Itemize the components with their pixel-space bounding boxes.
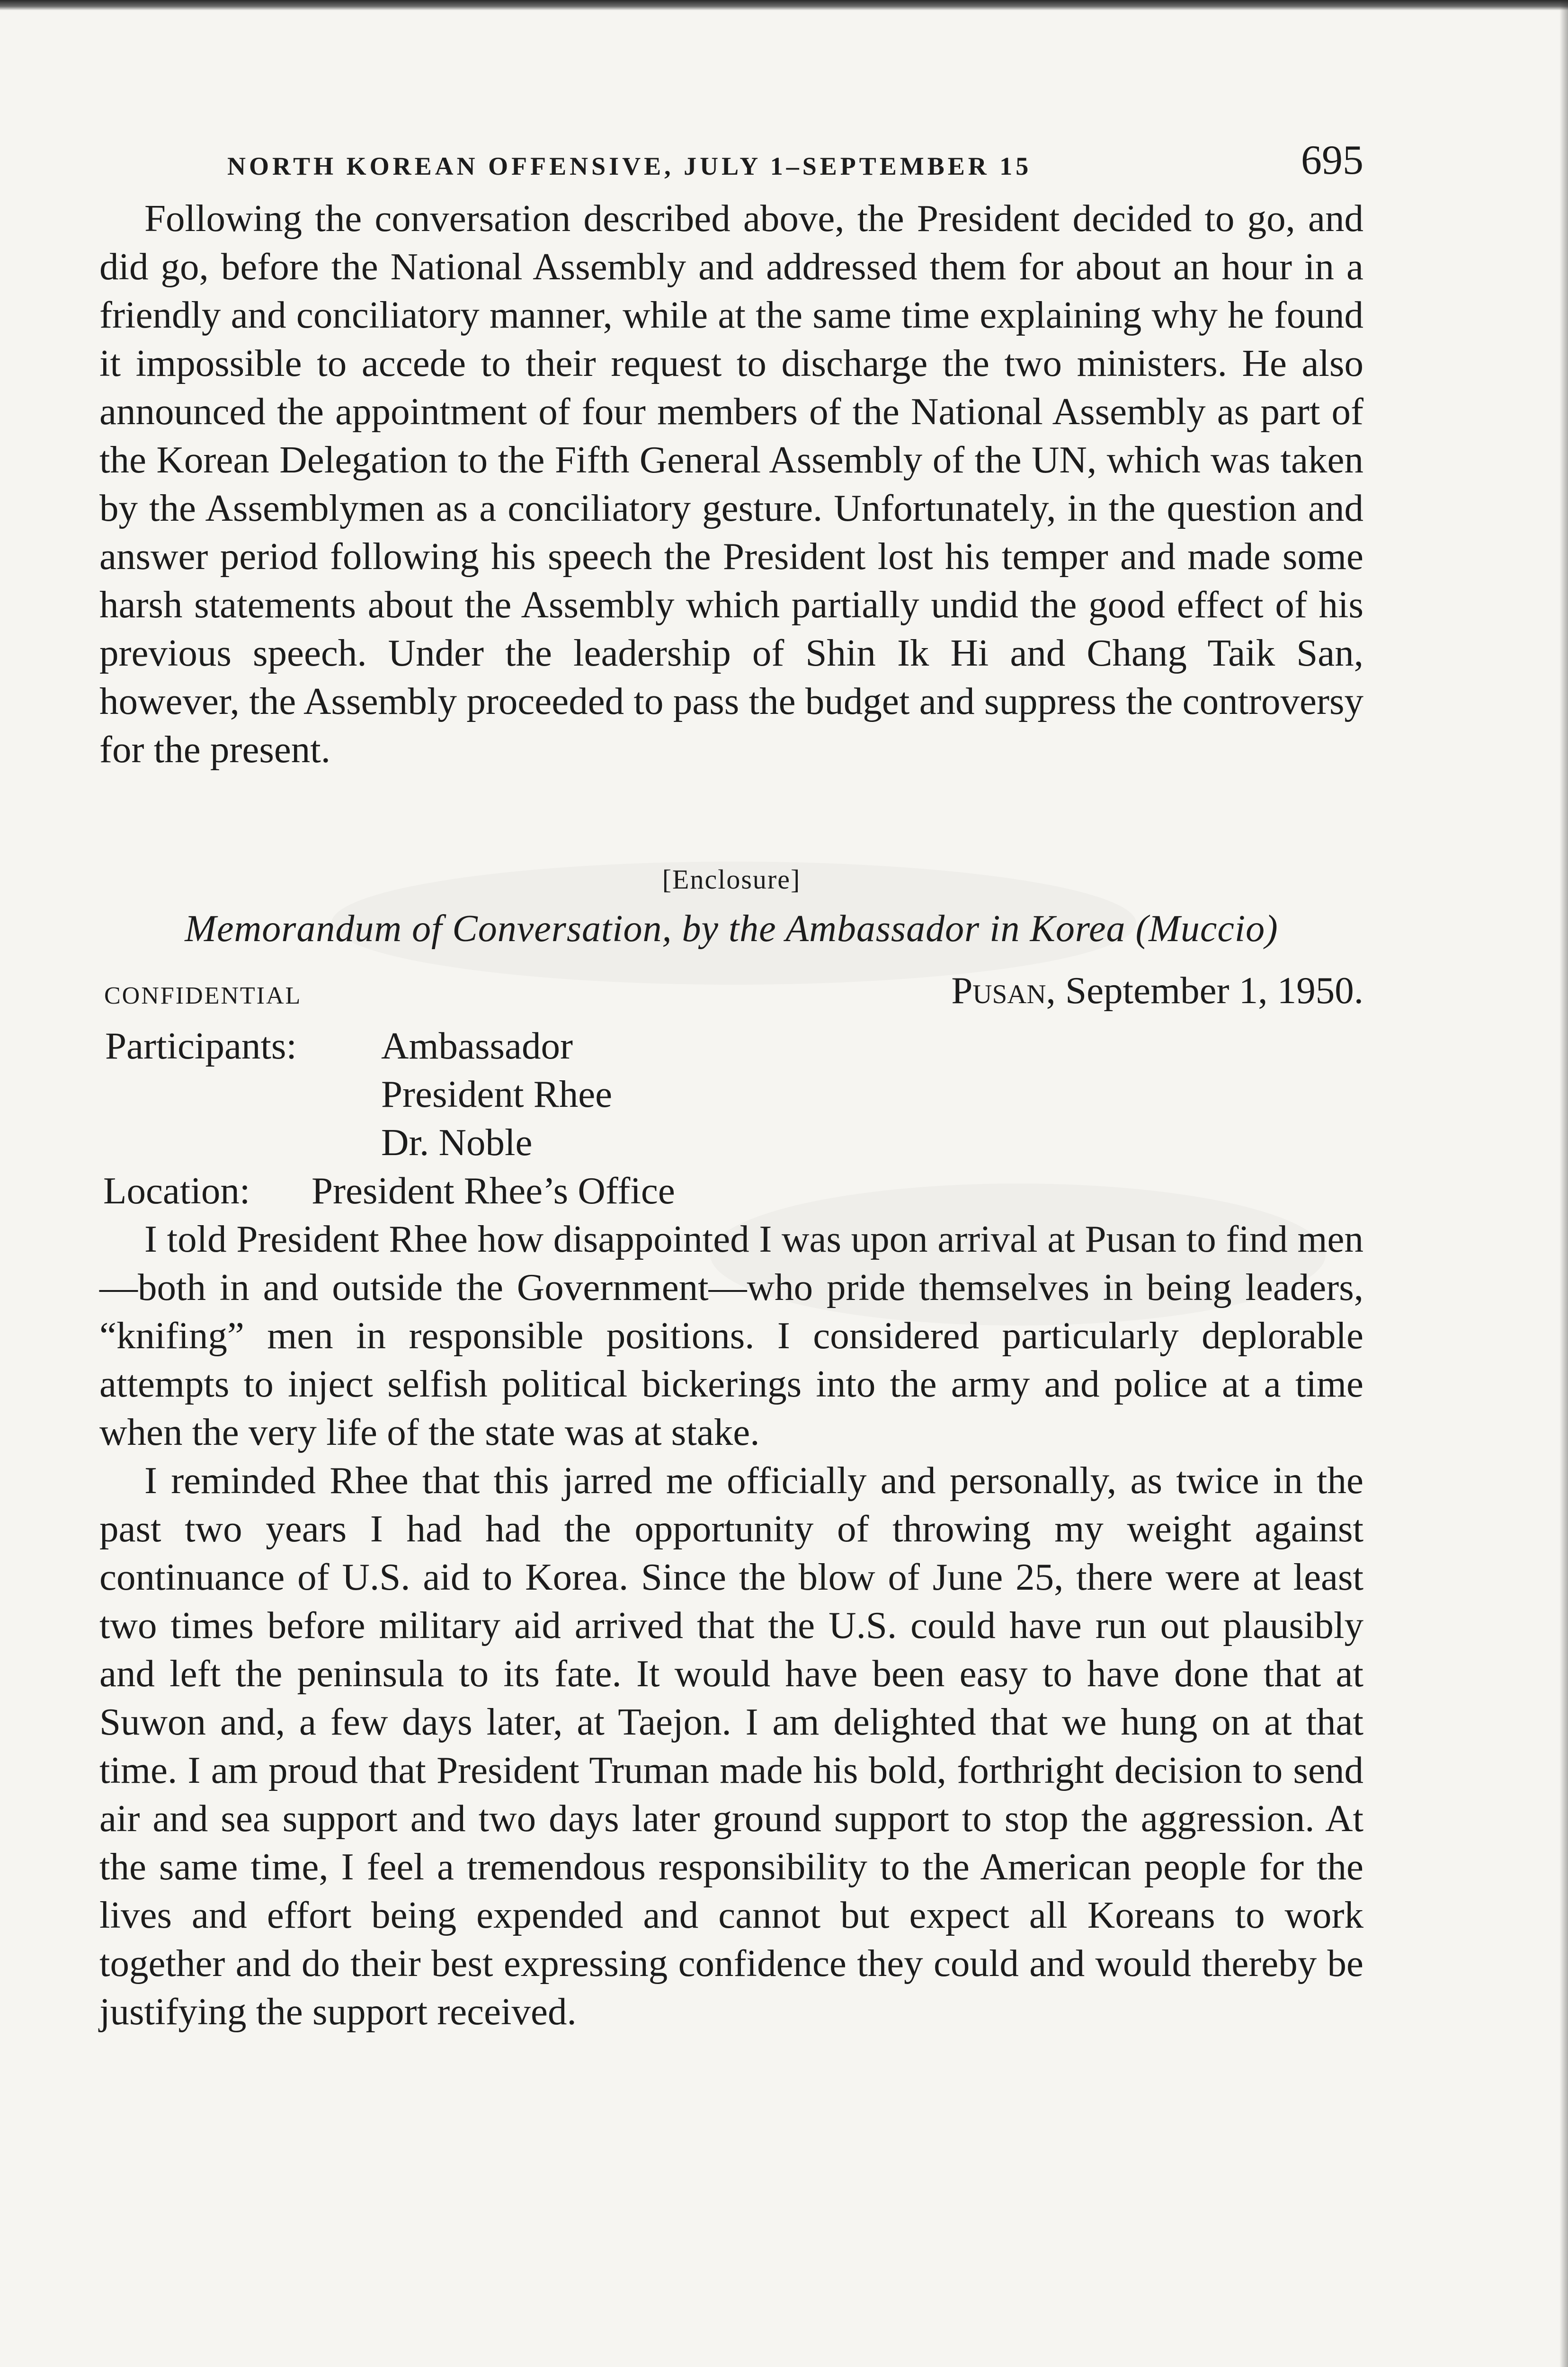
running-title: NORTH KOREAN OFFENSIVE, JULY 1–SEPTEMBER 15 — [227, 152, 1032, 180]
memo-paragraph: I reminded Rhee that this jarred me officially and personally, as twice in the past two years I had had the opportunity of throwing my weight against continuance of U.S. aid to Korea. Since the blow of June 25, there were at least two times before military aid arrived that the U.S. could have run out plausibly and left the peninsula to its fate. It would have been easy to have done that at Suwon and, a few days later, at Taejon. I am delighted that we hung on at that time. I am proud that President Truman made his bold, forthright decision to send air and sea support and two days later ground support to stop the aggression. At the same time, I feel a tremendous responsibility to the American people for the lives and effort being expended and cannot but expect all Koreans to work together and do their best expressing confidence they could and would thereby be justifying the support received. — [99, 1459, 1363, 2033]
location-line — [99, 1166, 1363, 1215]
participant: Ambassador — [381, 1024, 573, 1067]
location-label: Location: — [103, 1169, 250, 1212]
page-number: 695 — [1301, 137, 1363, 183]
place: Pusan — [951, 969, 1046, 1012]
participants-list — [381, 1022, 612, 1166]
running-head — [99, 128, 1363, 189]
memo-title: Memorandum of Conversation, by the Ambassador in Korea (Muccio) — [185, 908, 1278, 950]
classification-marking: CONFIDENTIAL — [104, 982, 302, 1009]
enclosure-label: [Enclosure] — [662, 864, 801, 895]
memo-paragraph: I told President Rhee how disappointed I was upon arrival at Pusan to find men—both in and outside the Government—who pride themselves in being leaders, “knifing” men in responsible positions. I considered particularly deplorable attempts to inject selfish political bickerings into the army and police at a time when the very life of the state was at stake. — [99, 1218, 1363, 1453]
participants-label: Participants: — [105, 1024, 297, 1067]
scan-right-edge — [1559, 0, 1568, 2367]
date: , September 1, 1950. — [1046, 969, 1363, 1012]
body-paragraph: Following the conversation described above, the President decided to go, and did go, before the National Assembly and addressed them for about an hour in a friendly and conciliatory manner, while at the same time explaining why he found it impossible to accede to their request to discharge the two ministers. He also announced the appointment of four members of the National Assembly as part of the Korean Delegation to the Fifth General Assembly of the UN, which was taken by the Assemblymen as a conciliatory gesture. Unfortunately, in the question and answer period following his speech the President lost his temper and made some harsh statements about the Assembly which partially undid the good effect of his previous speech. Under the leadership of Shin Ik Hi and Chang Taik San, however, the Assembly proceeded to pass the budget and suppress the controversy for the present. — [99, 197, 1363, 771]
location-value: President Rhee’s Office — [312, 1169, 675, 1212]
classification-row — [99, 969, 1363, 1022]
participant: Dr. Noble — [381, 1121, 533, 1164]
participants-block — [99, 1022, 1363, 1166]
document-page — [99, 128, 1363, 2036]
scan-top-edge — [0, 0, 1568, 10]
place-date — [951, 969, 1363, 1013]
participant: President Rhee — [381, 1073, 613, 1115]
